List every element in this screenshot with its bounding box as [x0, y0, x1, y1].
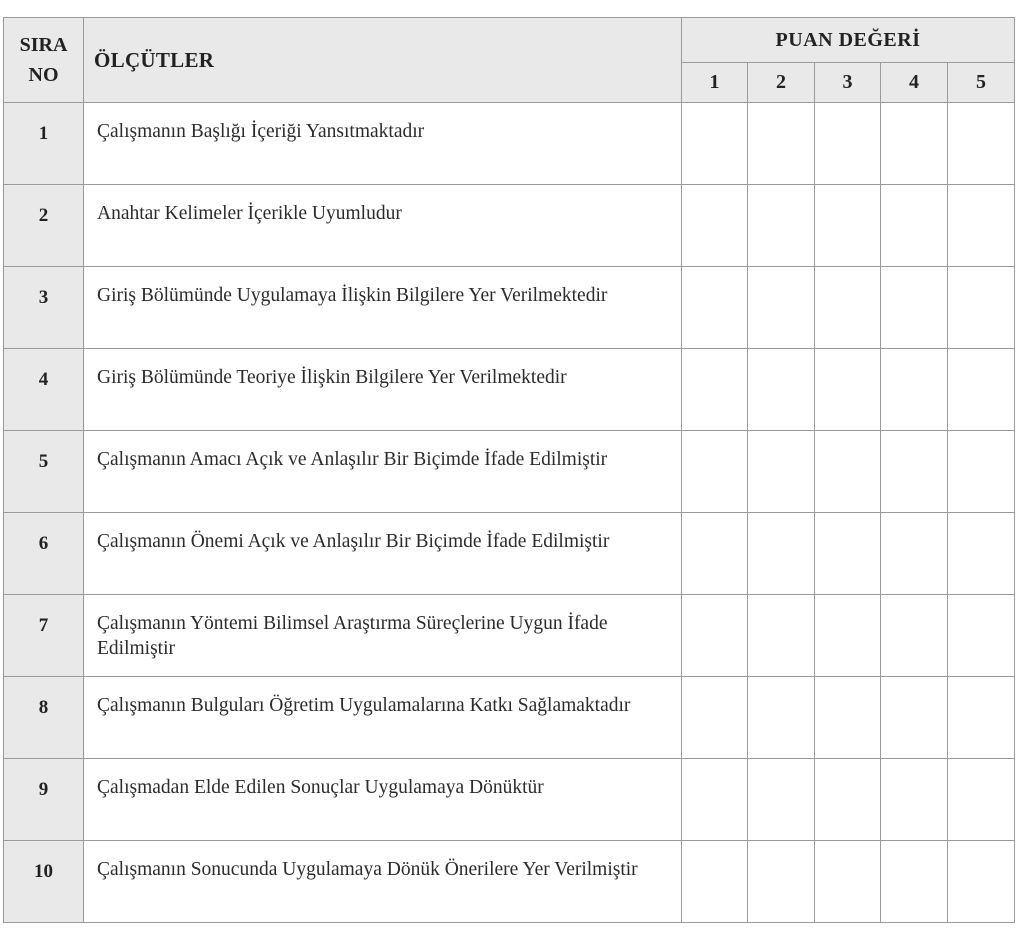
score-cell-2[interactable] — [748, 103, 815, 185]
criterion-text: Çalışmanın Amacı Açık ve Anlaşılır Bir Biçimde İfade Edilmiştir — [84, 431, 682, 513]
table-row — [4, 267, 1015, 349]
score-cell-1[interactable] — [682, 677, 748, 759]
table-row — [4, 349, 1015, 431]
rubric-table-container — [3, 17, 1015, 923]
score-cell-3[interactable] — [815, 185, 881, 267]
row-number: 8 — [4, 677, 84, 759]
column-header-no — [4, 18, 84, 103]
criterion-text: Çalışmanın Sonucunda Uygulamaya Dönük Önerilere Yer Verilmiştir — [84, 841, 682, 923]
score-cell-1[interactable] — [682, 513, 748, 595]
score-cell-3[interactable] — [815, 759, 881, 841]
table-row — [4, 513, 1015, 595]
score-cell-4[interactable] — [881, 595, 948, 677]
score-cell-5[interactable] — [948, 841, 1015, 923]
column-header-criteria — [84, 18, 682, 103]
evaluation-rubric-table — [3, 17, 1015, 923]
score-cell-3[interactable] — [815, 677, 881, 759]
score-value-header: 5 — [948, 63, 1015, 103]
score-cell-2[interactable] — [748, 185, 815, 267]
score-cell-3[interactable] — [815, 841, 881, 923]
score-cell-5[interactable] — [948, 185, 1015, 267]
criterion-text: Anahtar Kelimeler İçerikle Uyumludur — [84, 185, 682, 267]
row-number: 5 — [4, 431, 84, 513]
row-number: 4 — [4, 349, 84, 431]
score-cell-4[interactable] — [881, 431, 948, 513]
header-row-top — [4, 18, 1015, 63]
score-cell-1[interactable] — [682, 841, 748, 923]
score-value-header: 4 — [881, 63, 948, 103]
score-cell-4[interactable] — [881, 185, 948, 267]
score-cell-2[interactable] — [748, 349, 815, 431]
score-cell-1[interactable] — [682, 595, 748, 677]
score-cell-3[interactable] — [815, 431, 881, 513]
score-cell-1[interactable] — [682, 349, 748, 431]
score-cell-5[interactable] — [948, 349, 1015, 431]
table-row — [4, 185, 1015, 267]
score-value-header: 2 — [748, 63, 815, 103]
row-number: 10 — [4, 841, 84, 923]
score-cell-2[interactable] — [748, 513, 815, 595]
score-value-header: 3 — [815, 63, 881, 103]
table-row — [4, 841, 1015, 923]
score-cell-5[interactable] — [948, 431, 1015, 513]
row-number: 9 — [4, 759, 84, 841]
row-number: 1 — [4, 103, 84, 185]
score-cell-1[interactable] — [682, 431, 748, 513]
criteria-header-label: ÖLÇÜTLER — [94, 47, 215, 72]
score-cell-5[interactable] — [948, 103, 1015, 185]
table-row — [4, 431, 1015, 513]
score-cell-3[interactable] — [815, 349, 881, 431]
score-cell-4[interactable] — [881, 349, 948, 431]
score-cell-3[interactable] — [815, 103, 881, 185]
score-value-header: 1 — [682, 63, 748, 103]
table-row — [4, 595, 1015, 677]
score-cell-4[interactable] — [881, 759, 948, 841]
score-cell-1[interactable] — [682, 103, 748, 185]
score-cell-4[interactable] — [881, 513, 948, 595]
criterion-text: Çalışmanın Yöntemi Bilimsel Araştırma Süreçlerine Uygun İfade Edilmiştir — [84, 595, 682, 677]
score-cell-2[interactable] — [748, 677, 815, 759]
no-header-label: SIRA NO — [19, 34, 68, 86]
score-header-label: PUAN DEĞERİ — [775, 28, 921, 51]
criterion-text: Çalışmadan Elde Edilen Sonuçlar Uygulamaya Dönüktür — [84, 759, 682, 841]
score-cell-3[interactable] — [815, 513, 881, 595]
score-cell-5[interactable] — [948, 595, 1015, 677]
score-cell-4[interactable] — [881, 677, 948, 759]
score-cell-4[interactable] — [881, 267, 948, 349]
score-cell-5[interactable] — [948, 677, 1015, 759]
score-cell-1[interactable] — [682, 267, 748, 349]
table-row — [4, 103, 1015, 185]
column-header-score — [682, 18, 1015, 63]
score-cell-2[interactable] — [748, 759, 815, 841]
table-row — [4, 677, 1015, 759]
score-cell-1[interactable] — [682, 185, 748, 267]
criterion-text: Çalışmanın Başlığı İçeriği Yansıtmaktadır — [84, 103, 682, 185]
score-cell-2[interactable] — [748, 595, 815, 677]
row-number: 3 — [4, 267, 84, 349]
criterion-text: Çalışmanın Bulguları Öğretim Uygulamalarına Katkı Sağlamaktadır — [84, 677, 682, 759]
score-cell-3[interactable] — [815, 267, 881, 349]
score-cell-2[interactable] — [748, 841, 815, 923]
score-cell-1[interactable] — [682, 759, 748, 841]
row-number: 2 — [4, 185, 84, 267]
score-cell-2[interactable] — [748, 267, 815, 349]
score-cell-4[interactable] — [881, 103, 948, 185]
table-row — [4, 759, 1015, 841]
rubric-body — [4, 103, 1015, 923]
criterion-text: Giriş Bölümünde Uygulamaya İlişkin Bilgilere Yer Verilmektedir — [84, 267, 682, 349]
criterion-text: Çalışmanın Önemi Açık ve Anlaşılır Bir Biçimde İfade Edilmiştir — [84, 513, 682, 595]
row-number: 6 — [4, 513, 84, 595]
criterion-text: Giriş Bölümünde Teoriye İlişkin Bilgilere Yer Verilmektedir — [84, 349, 682, 431]
score-cell-5[interactable] — [948, 267, 1015, 349]
score-cell-4[interactable] — [881, 841, 948, 923]
score-cell-5[interactable] — [948, 759, 1015, 841]
score-cell-2[interactable] — [748, 431, 815, 513]
row-number: 7 — [4, 595, 84, 677]
score-cell-3[interactable] — [815, 595, 881, 677]
score-cell-5[interactable] — [948, 513, 1015, 595]
